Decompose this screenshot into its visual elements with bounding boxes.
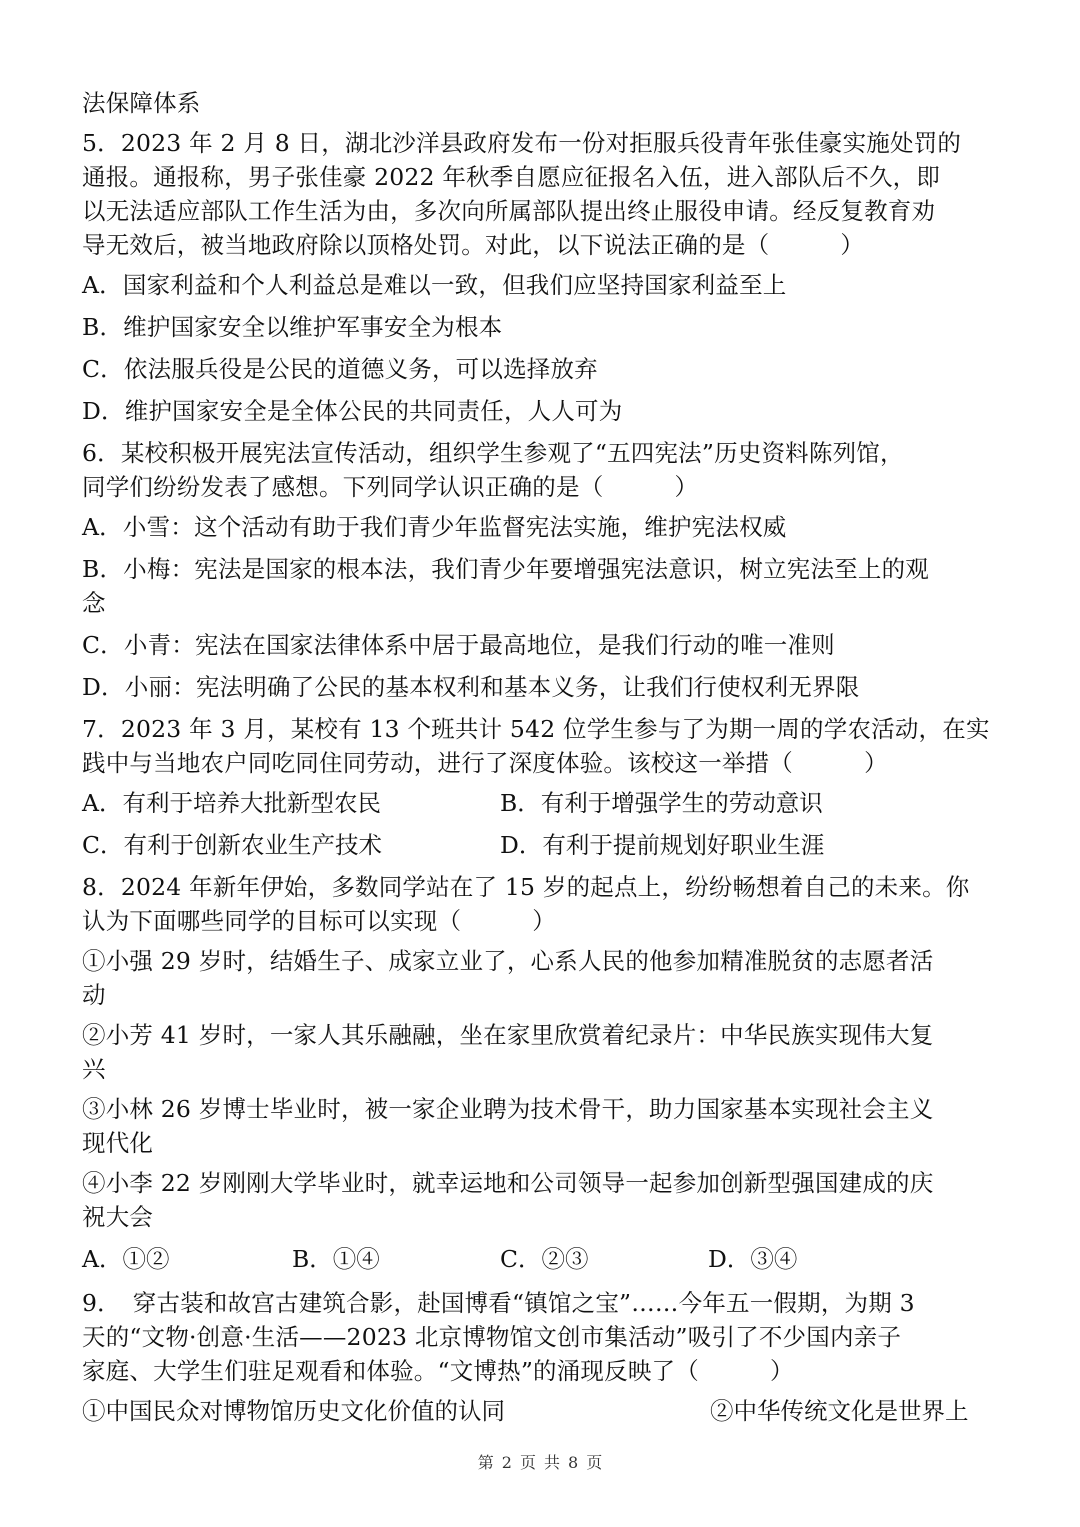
question-8-stem: 8．2024 年新年伊始，多数同学站在了 15 岁的起点上，纷纷畅想着自己的未来。你 bbox=[82, 873, 970, 901]
option-a: A．①② bbox=[82, 1245, 170, 1273]
question-9-statements-row bbox=[82, 1394, 1002, 1428]
option-a: A．有利于培养大批新型农民 bbox=[82, 789, 381, 817]
text-line: 认为下面哪些同学的目标可以实现（ ） bbox=[82, 907, 556, 935]
question-7-options-row bbox=[82, 786, 1002, 820]
option-c: C．小青：宪法在国家法律体系中居于最高地位，是我们行动的唯一准则 bbox=[82, 631, 835, 659]
statement-1: ①小强 29 岁时，结婚生子、成家立业了，心系人民的他参加精准脱贫的志愿者活 bbox=[82, 947, 934, 975]
question-7-stem: 7．2023 年 3 月，某校有 13 个班共计 542 位学生参与了为期一周的学农活动，在实 bbox=[82, 715, 990, 743]
footer-text: 页 bbox=[519, 1453, 536, 1472]
question-6-stem: 6．某校积极开展宪法宣传活动，组织学生参观了“五四宪法”历史资料陈列馆， bbox=[82, 439, 904, 467]
option-c: C．依法服兵役是公民的道德义务，可以选择放弃 bbox=[82, 355, 598, 383]
text-line: 以无法适应部队工作生活为由，多次向所属部队提出终止服役申请。经反复教育劝 bbox=[82, 197, 936, 225]
text-line: 祝大会 bbox=[82, 1203, 154, 1231]
text-line: 践中与当地农户同吃同住同劳动，进行了深度体验。该校这一举措（ ） bbox=[82, 749, 888, 777]
text-line: 天的“文物·创意·生活——2023 北京博物馆文创市集活动”吸引了不少国内亲子 bbox=[82, 1323, 902, 1351]
question-5-stem: 5．2023 年 2 月 8 日，湖北沙洋县政府发布一份对拒服兵役青年张佳豪实施处罚的 bbox=[82, 129, 962, 157]
option-b: B．小梅：宪法是国家的根本法，我们青少年要增强宪法意识，树立宪法至上的观 bbox=[82, 555, 929, 583]
text-line: 同学们纷纷发表了感想。下列同学认识正确的是（ ） bbox=[82, 473, 699, 501]
option-d: D．小丽：宪法明确了公民的基本权利和基本义务，让我们行使权利无界限 bbox=[82, 673, 860, 701]
question-8-options-row bbox=[82, 1242, 1002, 1276]
statement-1: ①中国民众对博物馆历史文化价值的认同 bbox=[82, 1397, 505, 1425]
total-page-number: 8 bbox=[568, 1453, 579, 1472]
option-b: B．有利于增强学生的劳动意识 bbox=[500, 789, 823, 817]
footer-text: 第 bbox=[477, 1453, 494, 1472]
statement-2: ②小芳 41 岁时，一家人其乐融融，坐在家里欣赏着纪录片：中华民族实现伟大复 bbox=[82, 1021, 934, 1049]
option-d: D．有利于提前规划好职业生涯 bbox=[500, 831, 825, 859]
option-a: A．小雪：这个活动有助于我们青少年监督宪法实施，维护宪法权威 bbox=[82, 513, 787, 541]
statement-2: ②中华传统文化是世界上 bbox=[710, 1397, 969, 1425]
question-7-options-row bbox=[82, 828, 1002, 862]
option-c: C．②③ bbox=[500, 1245, 589, 1273]
current-page-number: 2 bbox=[501, 1453, 512, 1472]
option-b: B．①④ bbox=[292, 1245, 380, 1273]
text-line: 念 bbox=[82, 589, 106, 617]
text-line: 法保障体系 bbox=[82, 89, 201, 117]
footer-text: 共 bbox=[544, 1453, 561, 1472]
text-line: 现代化 bbox=[82, 1129, 154, 1157]
text-line: 兴 bbox=[82, 1055, 106, 1083]
statement-4: ④小李 22 岁刚刚大学毕业时，就幸运地和公司领导一起参加创新型强国建成的庆 bbox=[82, 1169, 934, 1197]
page-footer bbox=[0, 1450, 1080, 1473]
option-b: B．维护国家安全以维护军事安全为根本 bbox=[82, 313, 503, 341]
text-line: 通报。通报称，男子张佳豪 2022 年秋季自愿应征报名入伍，进入部队后不久，即 bbox=[82, 163, 941, 191]
question-9-stem: 9． 穿古装和故宫古建筑合影，赴国博看“镇馆之宝”……今年五一假期，为期 3 bbox=[82, 1289, 915, 1317]
option-d: D．维护国家安全是全体公民的共同责任，人人可为 bbox=[82, 397, 623, 425]
statement-3: ③小林 26 岁博士毕业时，被一家企业聘为技术骨干，助力国家基本实现社会主义 bbox=[82, 1095, 934, 1123]
footer-text: 页 bbox=[586, 1453, 603, 1472]
text-line: 家庭、大学生们驻足观看和体验。“文博热”的涌现反映了（ ） bbox=[82, 1357, 794, 1385]
option-a: A．国家利益和个人利益总是难以一致，但我们应坚持国家利益至上 bbox=[82, 271, 787, 299]
text-line: 动 bbox=[82, 981, 106, 1009]
text-line: 导无效后，被当地政府除以顶格处罚。对此，以下说法正确的是（ ） bbox=[82, 231, 865, 259]
option-d: D．③④ bbox=[708, 1245, 798, 1273]
option-c: C．有利于创新农业生产技术 bbox=[82, 831, 382, 859]
